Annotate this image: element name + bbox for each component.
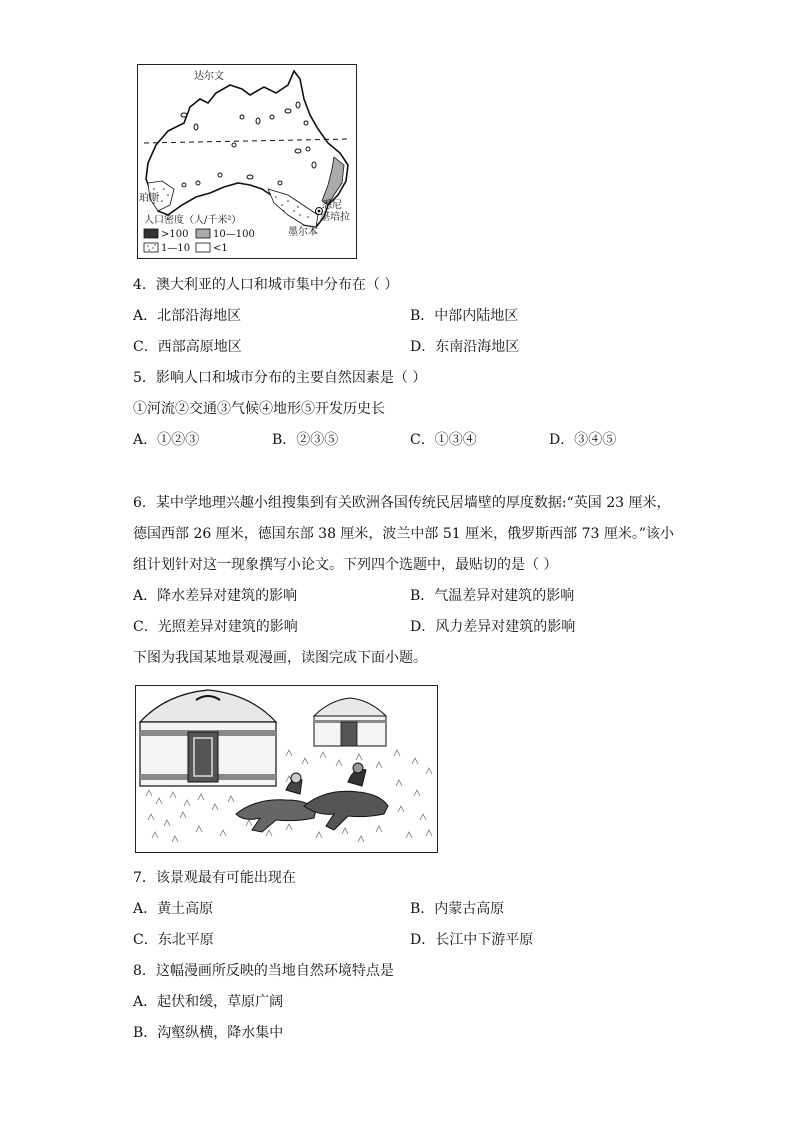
map-svg: [138, 65, 356, 258]
australia-population-map: [137, 64, 357, 259]
legend-title: 人口密度（人/千米²）: [144, 215, 242, 226]
q8-stem: 8．这幅漫画所反映的当地自然环境特点是: [133, 963, 394, 979]
q6-option-d: D．风力差异对建筑的影响: [410, 619, 576, 635]
legend-d3: 1—10: [161, 243, 191, 254]
small-yurt-roof: [314, 698, 386, 716]
q6-stem-line2: 德国西部 26 厘米，德国东部 38 厘米，波兰中部 51 厘米，俄罗斯西部 73 厘米。”该小: [133, 526, 675, 542]
q6-stem-line1: 6．某中学地理兴趣小组搜集到有关欧洲各国传统民居墙壁的厚度数据:“英国 23 厘米，: [133, 495, 671, 511]
legend-swatch-sparse: [144, 243, 158, 252]
q7-option-c: C．东北平原: [133, 932, 214, 948]
figure-intro: 下图为我国某地景观漫画，读图完成下面小题。: [133, 650, 427, 666]
q5-option-a: A．①②③: [133, 432, 200, 448]
melbourne-label: 墨尔本: [288, 227, 318, 238]
q4-stem: 4．澳大利亚的人口和城市集中分布在（ ）: [133, 277, 399, 293]
q6-option-b: B．气温差异对建筑的影响: [410, 588, 575, 604]
legend-swatch-empty: [196, 243, 210, 252]
q8-option-a: A．起伏和缓，草原广阔: [133, 994, 284, 1010]
perth-label: 珀斯: [139, 193, 159, 204]
q6-option-c: C．光照差异对建筑的影响: [133, 619, 298, 635]
legend-swatch-medium: [196, 229, 210, 238]
sydney-label: 悉尼: [322, 200, 342, 211]
q7-option-d: D．长江中下游平原: [410, 932, 534, 948]
q7-option-b: B．内蒙古高原: [410, 901, 505, 917]
large-yurt-roof: [140, 690, 276, 722]
q5-factors: ①河流②交通③气候④地形⑤开发历史长: [133, 401, 385, 417]
canberra-label: 堪培拉: [320, 212, 350, 223]
large-yurt-door: [188, 732, 218, 782]
q6-option-a: A．降水差异对建筑的影响: [133, 588, 298, 604]
grassland-landscape-cartoon: [135, 685, 438, 853]
q6-stem-line3: 组计划针对这一现象撰写小论文。下列四个选题中，最贴切的是（ ）: [133, 557, 558, 573]
q4-option-c: C．西部高原地区: [133, 339, 242, 355]
q5-option-d: D．③④⑤: [549, 432, 617, 448]
q7-option-a: A．黄土高原: [133, 901, 214, 917]
q4-option-b: B．中部内陆地区: [410, 308, 519, 324]
small-yurt-door: [341, 722, 357, 746]
cartoon-svg: [136, 686, 437, 852]
q5-option-b: B．②③⑤: [272, 432, 339, 448]
darwin-label: 达尔文: [194, 71, 224, 82]
australia-outline: [146, 71, 348, 227]
q4-option-d: D．东南沿海地区: [410, 339, 520, 355]
q5-stem: 5．影响人口和城市分布的主要自然因素是（ ）: [133, 370, 427, 386]
legend-d4: <1: [213, 243, 228, 254]
q4-option-a: A．北部沿海地区: [133, 308, 242, 324]
q5-option-c: C．①③④: [410, 432, 477, 448]
q8-option-b: B．沟壑纵横，降水集中: [133, 1025, 284, 1041]
legend-d2: 10—100: [213, 229, 255, 240]
q7-stem: 7．该景观最有可能出现在: [133, 870, 296, 886]
legend-swatch-dense: [144, 229, 158, 238]
legend-d1: >100: [161, 229, 189, 240]
